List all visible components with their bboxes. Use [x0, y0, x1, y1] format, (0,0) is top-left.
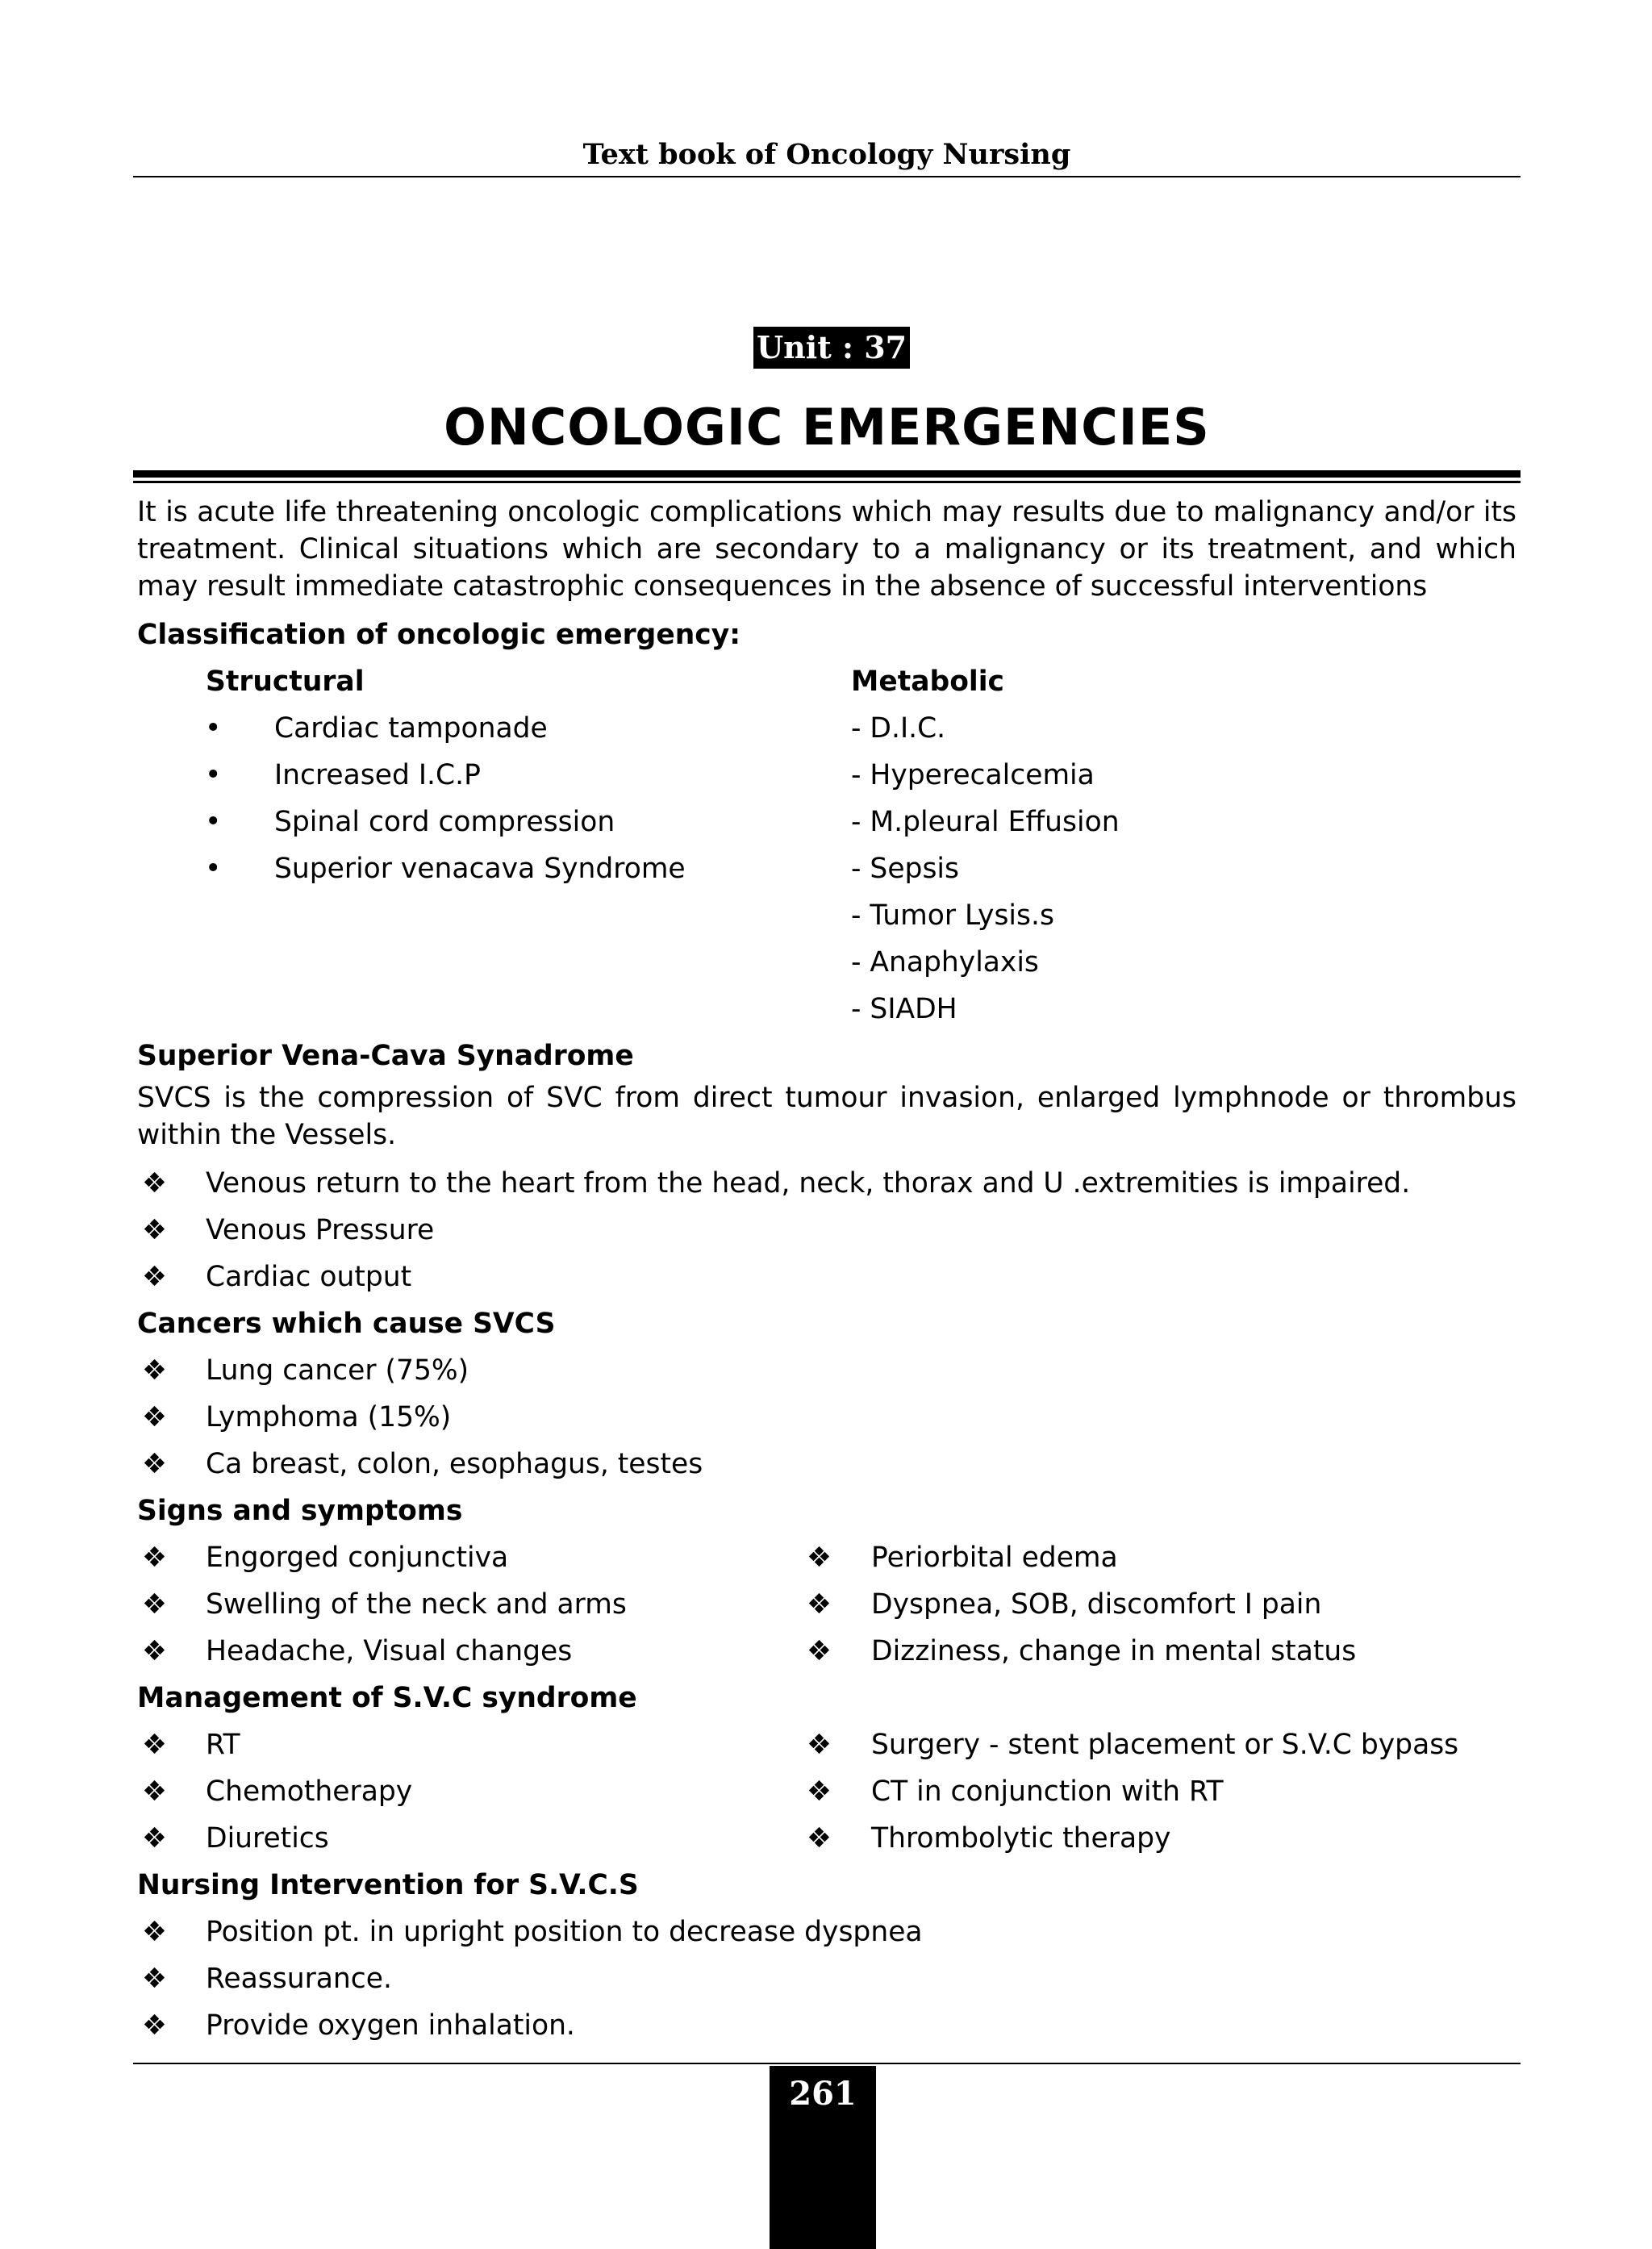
metabolic-item: - M.pleural Effusion [851, 806, 1120, 838]
diamond-bullet-icon: ❖ [142, 1729, 167, 1761]
management-item: CT in conjunction with RT [871, 1775, 1224, 1808]
metabolic-item: - D.I.C. [851, 712, 946, 745]
diamond-bullet-icon: ❖ [142, 1588, 167, 1621]
svcs-heading: Superior Vena-Cava Synadrome [137, 1040, 634, 1072]
svcs-point: Venous Pressure [206, 1214, 435, 1246]
metabolic-heading: Metabolic [851, 666, 1005, 698]
metabolic-item: - Anaphylaxis [851, 946, 1039, 978]
management-item: Chemotherapy [206, 1775, 413, 1808]
cancer-item: Ca breast, colon, esophagus, testes [206, 1448, 703, 1480]
list-item [137, 1768, 1516, 1815]
cancer-item: Lymphoma (15%) [206, 1401, 452, 1433]
svcs-definition: SVCS is the compression of SVC from direct tumour invasion, enlarged lymphnode or thrombus within the Vessels. [137, 1082, 1516, 1151]
list-item [137, 1909, 1516, 1955]
diamond-bullet-icon: ❖ [142, 1635, 167, 1667]
sign-item: Engorged conjunctiva [206, 1542, 509, 1574]
svcs-point: Cardiac output [206, 1261, 412, 1293]
diamond-bullet-icon: ❖ [142, 1822, 167, 1855]
management-heading: Management of S.V.C syndrome [137, 1682, 637, 1714]
diamond-bullet-icon: ❖ [807, 1729, 832, 1761]
list-item [137, 1581, 1516, 1628]
title-rule-thick [133, 470, 1521, 478]
diamond-bullet-icon: ❖ [142, 2009, 167, 2042]
diamond-bullet-icon: ❖ [807, 1775, 832, 1808]
sign-item: Dyspnea, SOB, discomfort I pain [871, 1588, 1322, 1621]
header-rule [133, 176, 1521, 177]
classification-row [137, 939, 1516, 986]
list-item [137, 1721, 1516, 1768]
list-item [137, 1534, 1516, 1581]
page-number: 261 [770, 2066, 876, 2249]
diamond-bullet-icon: ❖ [142, 1963, 167, 1995]
sign-item: Headache, Visual changes [206, 1635, 573, 1667]
diamond-bullet-icon: ❖ [807, 1635, 832, 1667]
list-item [137, 1207, 1516, 1254]
list-item [137, 2002, 1516, 2049]
diamond-bullet-icon: ❖ [807, 1542, 832, 1574]
nursing-heading: Nursing Intervention for S.V.C.S [137, 1869, 639, 1901]
structural-item: Superior venacava Syndrome [274, 853, 686, 885]
diamond-bullet-icon: ❖ [142, 1916, 167, 1948]
metabolic-item: - Tumor Lysis.s [851, 899, 1054, 932]
nursing-item: Provide oxygen inhalation. [206, 2009, 575, 2042]
running-head: Text book of Oncology Nursing [582, 138, 1071, 171]
bullet-icon: • [205, 806, 222, 838]
list-item [137, 1394, 1516, 1441]
bullet-icon: • [205, 712, 222, 745]
classification-columns-header [137, 658, 1516, 705]
diamond-bullet-icon: ❖ [807, 1822, 832, 1855]
page-content [137, 494, 1516, 2049]
classification-row [137, 799, 1516, 845]
cancers-heading: Cancers which cause SVCS [137, 1308, 556, 1340]
diamond-bullet-icon: ❖ [142, 1214, 167, 1246]
bullet-icon: • [205, 759, 222, 791]
list-item [137, 1815, 1516, 1862]
classification-row [137, 845, 1516, 892]
diamond-bullet-icon: ❖ [142, 1354, 167, 1387]
diamond-bullet-icon: ❖ [142, 1542, 167, 1574]
chapter-title: ONCOLOGIC EMERGENCIES [444, 398, 1210, 457]
classification-row [137, 892, 1516, 939]
list-item [137, 1160, 1516, 1207]
sign-item: Dizziness, change in mental status [871, 1635, 1357, 1667]
bullet-icon: • [205, 853, 222, 885]
title-rule-thin [133, 481, 1521, 483]
list-item [137, 1955, 1516, 2002]
metabolic-item: - Sepsis [851, 853, 959, 885]
footer-rule [133, 2063, 1521, 2064]
signs-heading: Signs and symptoms [137, 1495, 463, 1527]
list-item [137, 1628, 1516, 1675]
metabolic-item: - Hyperecalcemia [851, 759, 1095, 791]
sign-item: Periorbital edema [871, 1542, 1118, 1574]
classification-row [137, 986, 1516, 1033]
management-item: RT [206, 1729, 240, 1761]
management-item: Surgery - stent placement or S.V.C bypass [871, 1729, 1459, 1761]
structural-item: Cardiac tamponade [274, 712, 548, 745]
cancer-item: Lung cancer (75%) [206, 1354, 469, 1387]
nursing-item: Reassurance. [206, 1963, 392, 1995]
sign-item: Swelling of the neck and arms [206, 1588, 627, 1621]
management-item: Thrombolytic therapy [871, 1822, 1171, 1855]
diamond-bullet-icon: ❖ [142, 1448, 167, 1480]
metabolic-item: - SIADH [851, 993, 957, 1025]
structural-heading: Structural [206, 666, 365, 698]
list-item [137, 1347, 1516, 1394]
svcs-point: Venous return to the heart from the head, neck, thorax and U .extremities is impaired. [206, 1167, 1411, 1200]
list-item [137, 1254, 1516, 1300]
diamond-bullet-icon: ❖ [142, 1261, 167, 1293]
diamond-bullet-icon: ❖ [142, 1775, 167, 1808]
list-item [137, 1441, 1516, 1488]
classification-heading: Classification of oncologic emergency: [137, 619, 741, 651]
intro-paragraph: It is acute life threatening oncologic complications which may results due to malignancy and/or its treatment. Clinical situations which are secondary to a malignancy or its treatment, and which may result immediate catastrophic consequences in the absence of successful interventions [137, 496, 1516, 603]
classification-row [137, 705, 1516, 752]
management-item: Diuretics [206, 1822, 329, 1855]
diamond-bullet-icon: ❖ [807, 1588, 832, 1621]
diamond-bullet-icon: ❖ [142, 1401, 167, 1433]
diamond-bullet-icon: ❖ [142, 1167, 167, 1200]
classification-row [137, 752, 1516, 799]
structural-item: Increased I.C.P [274, 759, 481, 791]
unit-label: Unit : 37 [753, 327, 910, 369]
nursing-item: Position pt. in upright position to decrease dyspnea [206, 1916, 923, 1948]
structural-item: Spinal cord compression [274, 806, 615, 838]
